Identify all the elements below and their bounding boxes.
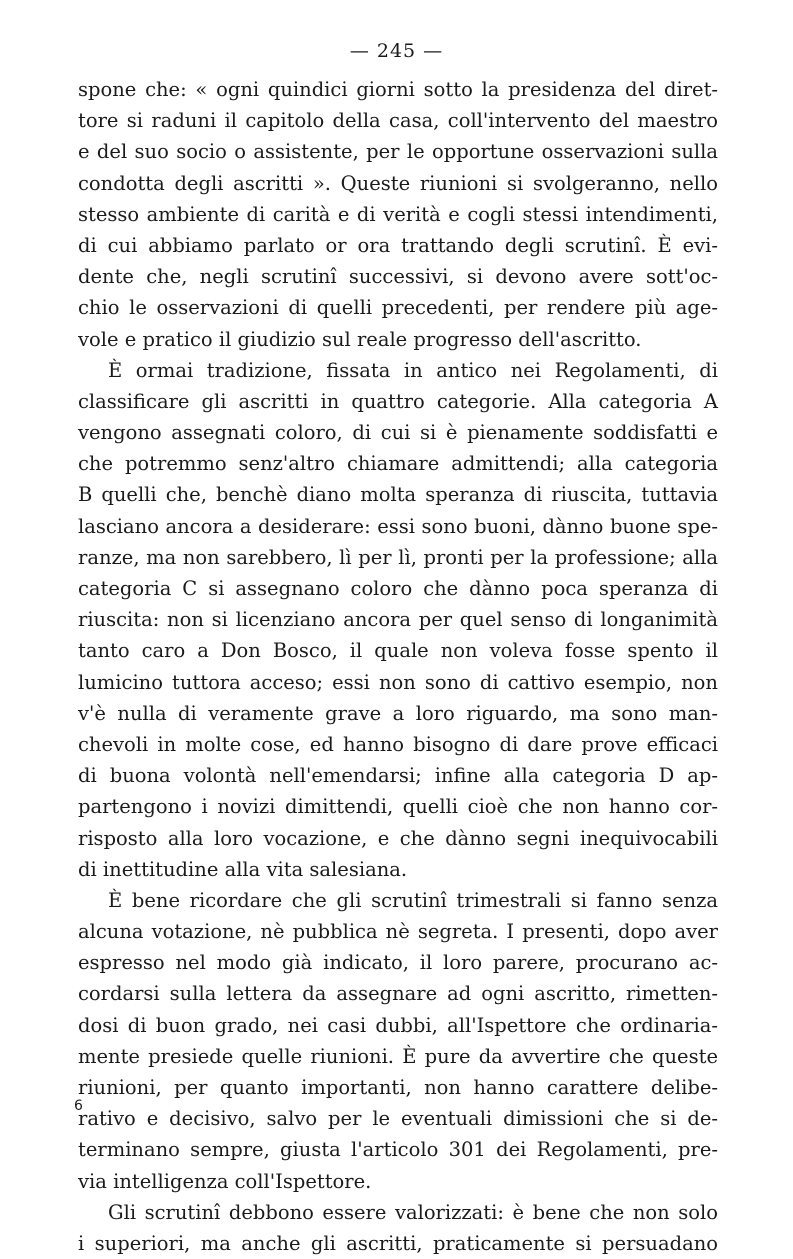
text-line: B quelli che, benchè diano molta speranza di riuscita, tuttavia: [78, 483, 718, 507]
text-line: di inettitudine alla vita salesiana.: [78, 857, 408, 881]
text-line: vole e pratico il giudizio sul reale progresso dell'ascritto.: [78, 327, 642, 351]
text-line: categoria C si assegnano coloro che dànno poca speranza di: [78, 577, 718, 600]
text-line: che potremmo senz'altro chiamare admittendi; alla categoria: [78, 452, 718, 476]
text-line: Gli scrutinî debbono essere valorizzati: è bene che non solo: [108, 1200, 718, 1224]
text-line: rativo e decisivo, salvo per le eventuali dimissioni che si de-: [78, 1107, 718, 1131]
text-line: cordarsi sulla lettera da assegnare ad ogni ascritto, rimetten-: [78, 982, 718, 1006]
text-line: stesso ambiente di carità e di verità e cogli stessi intendimenti,: [78, 202, 718, 226]
text-line: v'è nulla di veramente grave a loro riguardo, ma sono man-: [78, 701, 718, 725]
text-line: dente che, negli scrutinî successivi, si devono avere sott'oc-: [78, 265, 718, 289]
text-line: classificare gli ascritti in quattro categorie. Alla categoria A: [78, 389, 718, 413]
text-line: lasciano ancora a desiderare: essi sono buoni, dànno buone spe-: [78, 514, 718, 538]
text-line: riuscita: non si licenziano ancora per quel senso di longanimità: [78, 608, 718, 632]
text-line: riunioni, per quanto importanti, non hanno carattere delibe-: [78, 1076, 718, 1099]
body-text: [78, 74, 718, 1259]
text-line: vengono assegnati coloro, di cui si è pienamente soddisfatti e: [78, 421, 718, 445]
text-line: di cui abbiamo parlato or ora trattando degli scrutinî. È evi-: [78, 233, 718, 257]
text-line: dosi di buon grado, nei casi dubbi, all'Ispettore che ordinaria-: [78, 1013, 718, 1037]
text-line: espresso nel modo già indicato, il loro parere, procurano ac-: [78, 951, 718, 975]
signature-mark: 6: [74, 1098, 83, 1114]
text-line: partengono i novizi dimittendi, quelli cioè che non hanno cor-: [78, 795, 718, 819]
text-line: mente presiede quelle riunioni. È pure da avvertire che queste: [78, 1044, 718, 1068]
text-line: tanto caro a Don Bosco, il quale non voleva fosse spento il: [78, 639, 718, 663]
text-line: chevoli in molte cose, ed hanno bisogno di dare prove efficaci: [78, 732, 718, 756]
text-line: alcuna votazione, nè pubblica nè segreta. I presenti, dopo aver: [78, 920, 718, 944]
text-line: È ormai tradizione, fissata in antico nei Regolamenti, di: [108, 358, 718, 382]
text-line: risposto alla loro vocazione, e che dànno segni inequivocabili: [78, 826, 718, 850]
page-number-header: — 245 —: [349, 40, 444, 62]
text-line: e del suo socio o assistente, per le opportune osservazioni sulla: [78, 140, 718, 164]
text-line: È bene ricordare che gli scrutinî trimestrali si fanno senza: [108, 888, 718, 912]
text-line: tore si raduni il capitolo della casa, coll'intervento del maestro: [78, 109, 718, 133]
text-line: ranze, ma non sarebbero, lì per lì, pronti per la professione; alla: [78, 545, 718, 569]
text-line: condotta degli ascritti ». Queste riunioni si svolgeranno, nello: [78, 171, 718, 195]
text-line: chio le osservazioni di quelli precedenti, per rendere più age-: [78, 296, 718, 320]
text-line: lumicino tuttora acceso; essi non sono di cattivo esempio, non: [78, 670, 718, 694]
text-line: terminano sempre, giusta l'articolo 301 dei Regolamenti, pre-: [78, 1138, 718, 1162]
text-line: spone che: « ogni quindici giorni sotto la presidenza del diret-: [78, 78, 718, 101]
text-line: i superiori, ma anche gli ascritti, praticamente si persuadano: [78, 1231, 718, 1255]
text-line: via intelligenza coll'Ispettore.: [78, 1169, 372, 1193]
text-line: di buona volontà nell'emendarsi; infine alla categoria D ap-: [78, 764, 718, 788]
